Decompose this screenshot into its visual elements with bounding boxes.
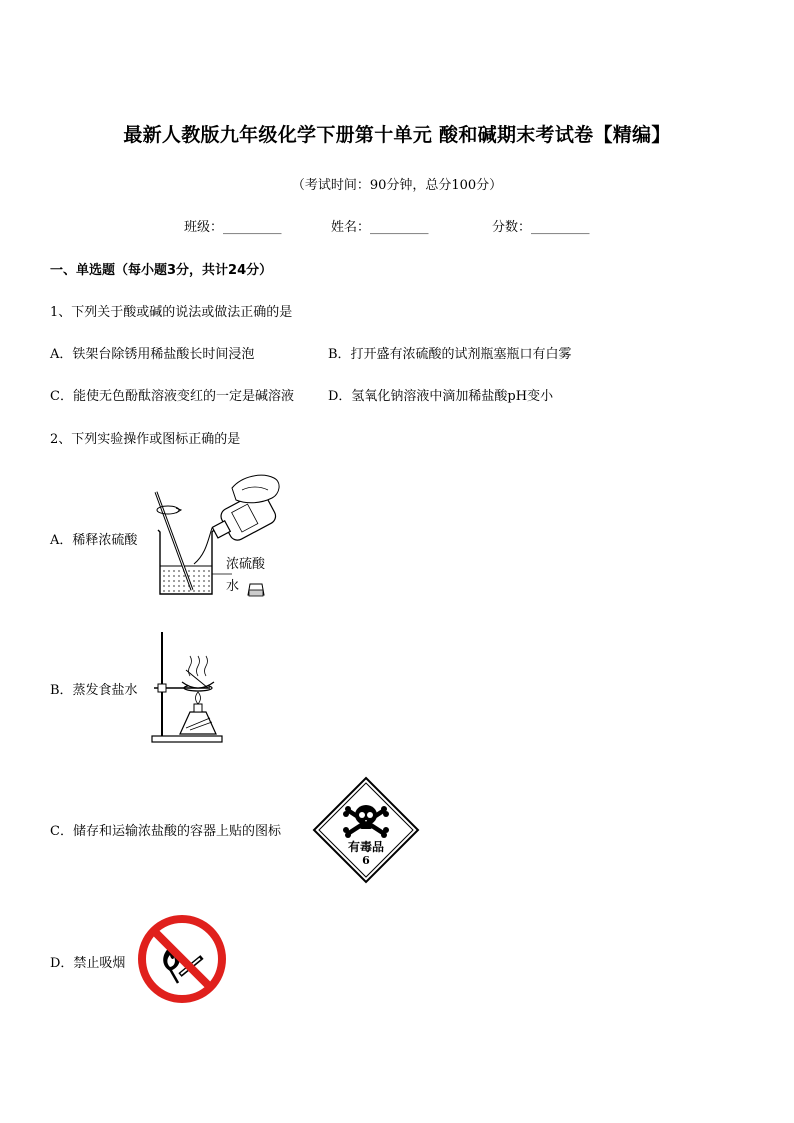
question-1-stem: 1、下列关于酸或碱的说法或做法正确的是 [50,305,293,320]
dilution-figure [150,470,290,605]
q1-option-a[interactable]: A．铁架台除锈用稀盐酸长时间浸泡 [50,347,255,362]
exam-subtitle: （考试时间：90分钟，总分100分） [291,178,503,193]
q2-option-c[interactable]: C．储存和运输浓盐酸的容器上贴的图标 [50,824,281,839]
evaporation-figure [150,630,230,745]
q1-option-d[interactable]: D．氢氧化钠溶液中滴加稀盐酸pH变小 [328,389,554,404]
score-label: 分数： [492,220,532,235]
score-blank: _________ [531,220,590,235]
q1-option-c[interactable]: C．能使无色酚酞溶液变红的一定是碱溶液 [50,389,294,404]
no-smoking-icon [136,913,228,1005]
name-field[interactable] [331,216,429,235]
name-blank: _________ [370,220,429,235]
question-2-stem: 2、下列实验操作或图标正确的是 [50,432,241,447]
toxic-hazard-icon [313,777,419,883]
water-label: 水 [226,579,240,594]
q2-option-d[interactable]: D．禁止吸烟 [50,956,126,971]
q2-option-b[interactable]: B．蒸发食盐水 [50,683,138,698]
page-title: 最新人教版九年级化学下册第十单元 酸和碱期末考试卷【精编】 [123,124,671,146]
class-blank: _________ [223,220,282,235]
score-field[interactable] [492,216,590,235]
name-label: 姓名： [331,220,371,235]
toxic-class-number: 6 [362,854,370,867]
toxic-label-text: 有毒品 [347,840,384,854]
q1-option-b[interactable]: B．打开盛有浓硫酸的试剂瓶塞瓶口有白雾 [328,347,572,362]
class-label: 班级： [184,220,224,235]
acid-label: 浓硫酸 [226,557,266,572]
section-heading: 一、单选题（每小题3分，共计24分） [50,263,273,278]
class-field[interactable] [184,216,282,235]
q2-option-a[interactable]: A．稀释浓硫酸 [50,533,138,548]
